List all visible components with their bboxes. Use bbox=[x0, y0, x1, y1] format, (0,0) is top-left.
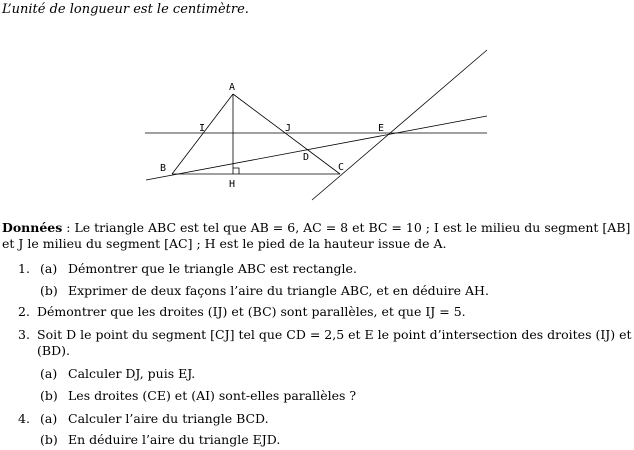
part-label: (a) bbox=[40, 411, 58, 426]
point-label-a: A bbox=[229, 82, 236, 93]
question-text-continued: (BD). bbox=[37, 343, 70, 358]
point-label-j: J bbox=[285, 123, 292, 134]
question-number: 2. bbox=[18, 304, 30, 319]
point-label-h: H bbox=[229, 179, 236, 190]
line-bd bbox=[146, 116, 487, 180]
question-text: Calculer DJ, puis EJ. bbox=[68, 366, 196, 381]
question-number: 4. bbox=[18, 411, 30, 426]
part-label: (b) bbox=[40, 388, 58, 403]
question-text: Soit D le point du segment [CJ] tel que CD = 2,5 et E le point d’intersection des droites (IJ) et bbox=[37, 327, 632, 342]
point-label-i: I bbox=[199, 123, 206, 134]
part-label: (b) bbox=[40, 283, 58, 298]
question-text: En déduire l’aire du triangle EJD. bbox=[68, 432, 281, 447]
segment-ac bbox=[233, 94, 340, 174]
question-text: Démontrer que le triangle ABC est rectangle. bbox=[68, 261, 357, 276]
donnees-line-1 bbox=[2, 220, 630, 236]
question-text: Calculer l’aire du triangle BCD. bbox=[68, 411, 269, 426]
intro-text: L’unité de longueur est le centimètre. bbox=[2, 2, 249, 17]
geometry-figure bbox=[0, 0, 634, 210]
donnees-label: Données bbox=[2, 220, 63, 235]
line-ce bbox=[312, 50, 487, 200]
part-label: (a) bbox=[40, 261, 58, 276]
donnees-line-2: et J le milieu du segment [AC] ; H est le pied de la hauteur issue de A. bbox=[2, 236, 447, 251]
point-label-b: B bbox=[160, 163, 167, 174]
point-label-c: C bbox=[338, 162, 345, 173]
point-label-d: D bbox=[303, 152, 310, 163]
question-text: Démontrer que les droites (IJ) et (BC) sont parallèles, et que IJ = 5. bbox=[37, 304, 466, 319]
question-text: Les droites (CE) et (AI) sont-elles parallèles ? bbox=[68, 388, 357, 403]
question-number: 3. bbox=[18, 327, 30, 342]
point-label-e: E bbox=[378, 123, 385, 134]
question-number: 1. bbox=[18, 261, 30, 276]
part-label: (a) bbox=[40, 366, 58, 381]
part-label: (b) bbox=[40, 432, 58, 447]
donnees-text-1: : Le triangle ABC est tel que AB = 6, AC = 8 et BC = 10 ; I est le milieu du segment [AB] bbox=[62, 220, 631, 235]
question-text: Exprimer de deux façons l’aire du triangle ABC, et en déduire AH. bbox=[68, 283, 489, 298]
segment-ab bbox=[172, 94, 233, 174]
right-angle-mark bbox=[233, 168, 239, 174]
